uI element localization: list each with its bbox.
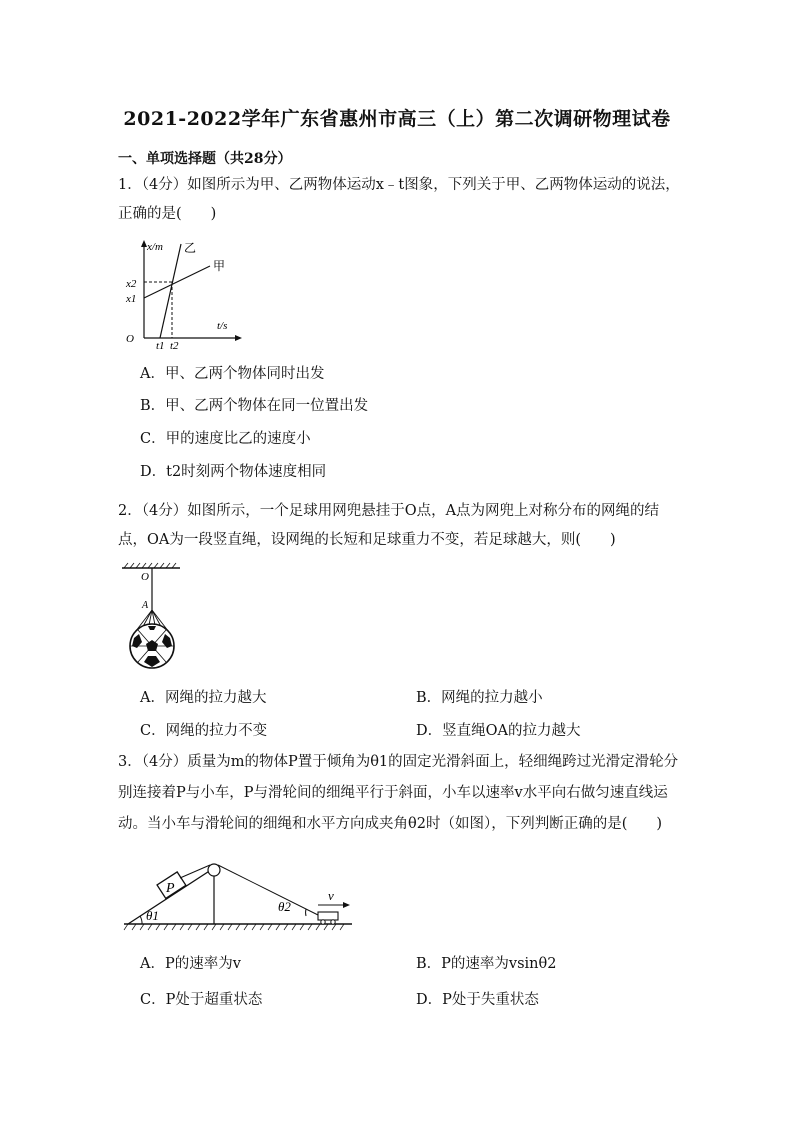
q3-option-a: A．P的速率为v <box>140 956 241 972</box>
q3-stem: 3．（4分）质量为m的物体P置于倾角为θ1的固定光滑斜面上，轻细绳跨过光滑定滑轮分别连接着P与小车，P与滑轮间的细绳平行于斜面，小车以速率v水平向右做匀速直线运动。当小车与滑轮间的细绳和水平方向成夹角θ2时（如图），下列判断正确的是( ) <box>118 754 679 832</box>
q1-option-d: D．t2时刻两个物体速度相同 <box>140 464 327 480</box>
block-p-label: P <box>166 881 175 896</box>
section-heading: 一、单项选择题（共28分） <box>118 151 292 167</box>
q2-option-d: D．竖直绳OA的拉力越大 <box>416 723 581 739</box>
q3-incline-pulley-figure <box>120 856 360 940</box>
x-label: t/s <box>217 320 228 332</box>
rope-pulley-cart <box>218 865 320 916</box>
ground-hatch <box>124 924 344 930</box>
line-yi-label: 乙 <box>184 241 197 255</box>
q2-stem: 2．（4分）如图所示，一个足球用网兜悬挂于O点，A点为网兜上对称分布的网绳的结点，OA为一段竖直绳，设网绳的长短和足球重力不变，若足球越大，则( ) <box>118 503 660 548</box>
point-o-label: O <box>141 571 149 583</box>
point-a-label: A <box>142 600 149 611</box>
q1-option-a: A．甲、乙两个物体同时出发 <box>140 366 325 382</box>
theta1-arc <box>140 916 142 924</box>
x2-label: x2 <box>126 278 137 290</box>
q3-option-b: B．P的速率为vsinθ2 <box>416 956 557 972</box>
q2-option-b: B．网绳的拉力越小 <box>416 690 543 706</box>
x-axis-arrow <box>235 335 242 341</box>
q3-option-c: C．P处于超重状态 <box>140 992 263 1008</box>
origin-label: O <box>126 333 134 345</box>
q1-option-b: B．甲、乙两个物体在同一位置出发 <box>140 398 369 414</box>
pulley <box>208 864 220 876</box>
q2-option-c: C．网绳的拉力不变 <box>140 723 268 739</box>
cart <box>318 912 338 920</box>
q1-stem: 1．（4分）如图所示为甲、乙两物体运动x﹣t图象，下列关于甲、乙两物体运动的说法，正确的是( ) <box>118 177 680 222</box>
y-label: x/m <box>147 241 163 253</box>
t1-label: t1 <box>156 340 165 351</box>
line-yi <box>160 244 181 338</box>
q2-option-a: A．网绳的拉力越大 <box>140 690 267 706</box>
t2-label: t2 <box>170 340 179 351</box>
cart-wheel-left <box>321 920 325 924</box>
page-title: 2021-2022学年广东省惠州市高三（上）第二次调研物理试卷 <box>123 108 671 130</box>
q1-xt-graph <box>118 236 248 355</box>
velocity-label: v <box>328 888 334 903</box>
q1-option-c: C．甲的速度比乙的速度小 <box>140 431 311 447</box>
q2-football-net-figure <box>118 562 188 678</box>
line-jia-label: 甲 <box>213 259 226 273</box>
theta1-label: θ1 <box>146 908 159 923</box>
theta2-label: θ2 <box>278 899 291 914</box>
x1-label: x1 <box>126 293 137 305</box>
rope-p-pulley <box>180 865 210 878</box>
velocity-arrowhead <box>343 902 350 908</box>
cart-wheel-right <box>331 920 335 924</box>
ceiling-hatch <box>124 563 176 568</box>
q3-option-d: D．P处于失重状态 <box>416 992 539 1008</box>
line-jia <box>144 266 210 298</box>
